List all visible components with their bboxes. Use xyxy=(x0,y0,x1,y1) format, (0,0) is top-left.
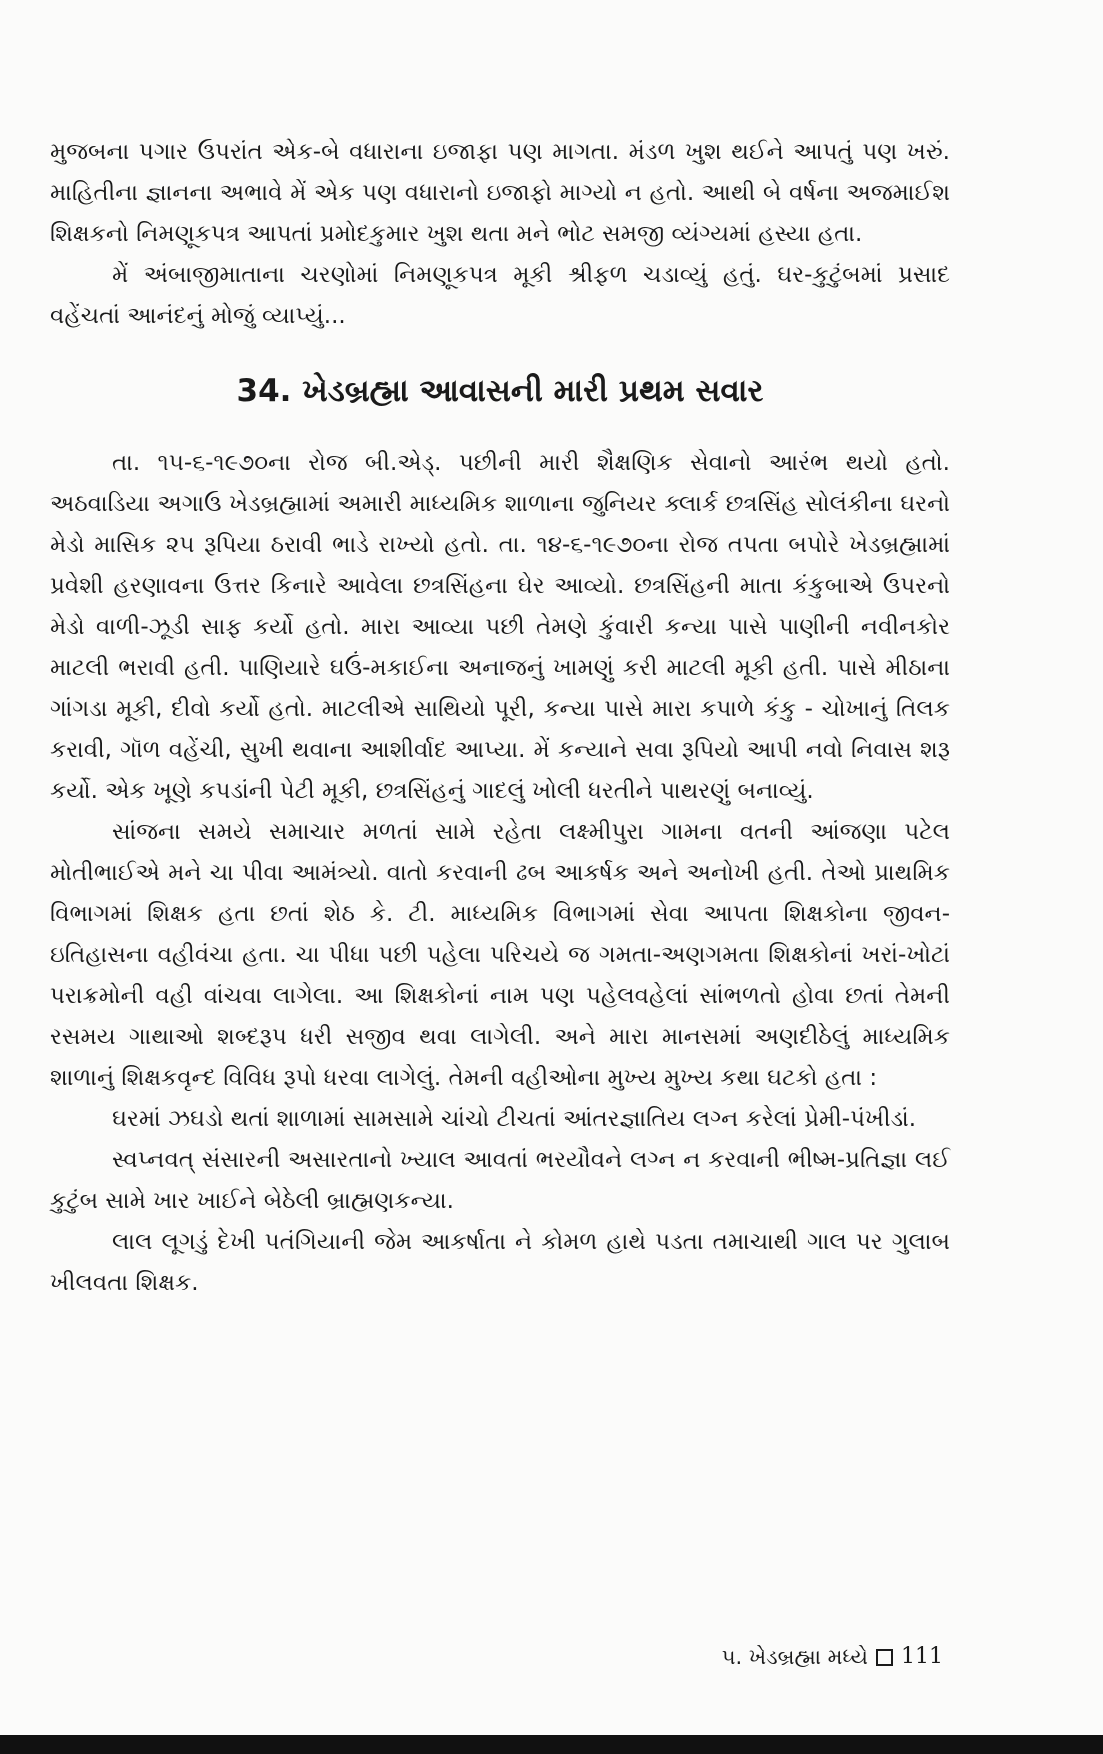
paragraph: સાંજના સમયે સમાચાર મળતાં સામે રહેતા લક્ષ્મીપુરા ગામના વતની આંજણા પટેલ મોતીભાઈએ મને ચા પીવા આમંત્ર્યો. વાતો કરવાની ઢબ આકર્ષક અને અનોખી હતી. તેઓ પ્રાથમિક વિભાગમાં શિક્ષક હતા છતાં શેઠ કે. ટી. માધ્યમિક વિભાગમાં સેવા આપતા શિક્ષકોના જીવન-ઇતિહાસના વહીવંચા હતા. ચા પીધા પછી પહેલા પરિચયે જ ગમતા-અણગમતા શિક્ષકોનાં ખરાં-ખોટાં પરાક્રમોની વહી વાંચવા લાગેલા. આ શિક્ષકોનાં નામ પણ પહેલવહેલાં સાંભળતો હોવા છતાં તેમની રસમય ગાથાઓ શબ્દરૂપ ધરી સજીવ થવા લાગેલી. અને મારા માનસમાં અણદીઠેલું માધ્યમિક શાળાનું શિક્ષકવૃન્દ વિવિધ રૂપો ધરવા લાગેલું. તેમની વહીઓના મુખ્ય મુખ્ય કથા ઘટકો હતા : xyxy=(50,819,950,1091)
paragraph: લાલ લૂગડું દેખી પતંગિયાની જેમ આકર્ષાતા ને કોમળ હાથે પડતા તમાચાથી ગાલ પર ગુલાબ ખીલવતા શિક્ષક. xyxy=(50,1229,950,1296)
page-number: 111 xyxy=(901,1644,943,1669)
paragraph: તા. ૧૫-૬-૧૯૭૦ના રોજ બી.એડ્. પછીની મારી શૈક્ષણિક સેવાનો આરંભ થયો હતો. અઠવાડિયા અગાઉ ખેડબ્રહ્મામાં અમારી માધ્યમિક શાળાના જુનિયર ક્લાર્ક છત્રસિંહ સોલંકીના ઘરનો મેડો માસિક ૨૫ રૂપિયા ઠરાવી ભાડે રાખ્યો હતો. તા. ૧૪-૬-૧૯૭૦ના રોજ તપતા બપોરે ખેડબ્રહ્મામાં પ્રવેશી હરણાવના ઉત્તર કિનારે આવેલા છત્રસિંહના ઘેર આવ્યો. છત્રસિંહની માતા કંકુબાએ ઉપરનો મેડો વાળી-ઝૂડી સાફ કર્યો હતો. મારા આવ્યા પછી તેમણે કુંવારી કન્યા પાસે પાણીની નવીનકોર માટલી ભરાવી હતી. પાણિયારે ઘઉં-મકાઈના અનાજનું ખામણું કરી માટલી મૂકી હતી. પાસે મીઠાના ગાંગડા મૂકી, દીવો કર્યો હતો. માટલીએ સાથિયો પૂરી, કન્યા પાસે મારા કપાળે કંકુ - ચોખાનું તિલક કરાવી, ગૉળ વહેંચી, સુખી થવાના આશીર્વાદ આપ્યા. મેં કન્યાને સવા રૂપિયો આપી નવો નિવાસ શરૂ કર્યો. એક ખૂણે કપડાંની પેટી મૂકી, છત્રસિંહનું ગાદલું ખોલી ધરતીને પાથરણું બનાવ્યું. xyxy=(50,450,950,804)
page-footer xyxy=(722,1642,943,1672)
paragraph: મેં અંબાજીમાતાના ચરણોમાં નિમણૂકપત્ર મૂકી શ્રીફળ ચડાવ્યું હતું. ઘર-કુટુંબમાં પ્રસાદ વહેંચતાં આનંદનું મોજું વ્યાપ્યું... xyxy=(50,262,950,329)
paragraph: સ્વપ્નવત્ સંસારની અસારતાનો ખ્યાલ આવતાં ભરયૌવને લગ્ન ન કરવાની ભીષ્મ-પ્રતિજ્ઞા લઈ કુટુંબ સામે ખાર ખાઈને બેઠેલી બ્રાહ્મણકન્યા. xyxy=(50,1147,950,1214)
page-body xyxy=(50,132,950,1304)
chapter-heading: 34. ખેડબ્રહ્મા આવાસની મારી પ્રથમ સવાર xyxy=(236,373,764,409)
scan-bottom-edge xyxy=(0,1735,1103,1754)
running-title: ૫. ખેડબ્રહ્મા મધ્યે xyxy=(721,1645,868,1669)
paragraph: ઘરમાં ઝઘડો થતાં શાળામાં સામસામે ચાંચો ટીચતાં આંતરજ્ઞાતિય લગ્ન કરેલાં પ્રેમી-પંખીડાં. xyxy=(112,1106,917,1132)
paragraph: મુજબના પગાર ઉપરાંત એક-બે વધારાના ઇજાફા પણ માગતા. મંડળ ખુશ થઈને આપતું પણ ખરું. માહિતીના જ્ઞાનના અભાવે મેં એક પણ વધારાનો ઇજાફો માગ્યો ન હતો. આથી બે વર્ષના અજમાઈશ શિક્ષકનો નિમણૂકપત્ર આપતાં પ્રમોદકુમાર ખુશ થતા મને ભોટ સમજી વ્યંગ્યમાં હસ્યા હતા. xyxy=(50,139,950,247)
square-separator-icon xyxy=(876,1649,893,1666)
